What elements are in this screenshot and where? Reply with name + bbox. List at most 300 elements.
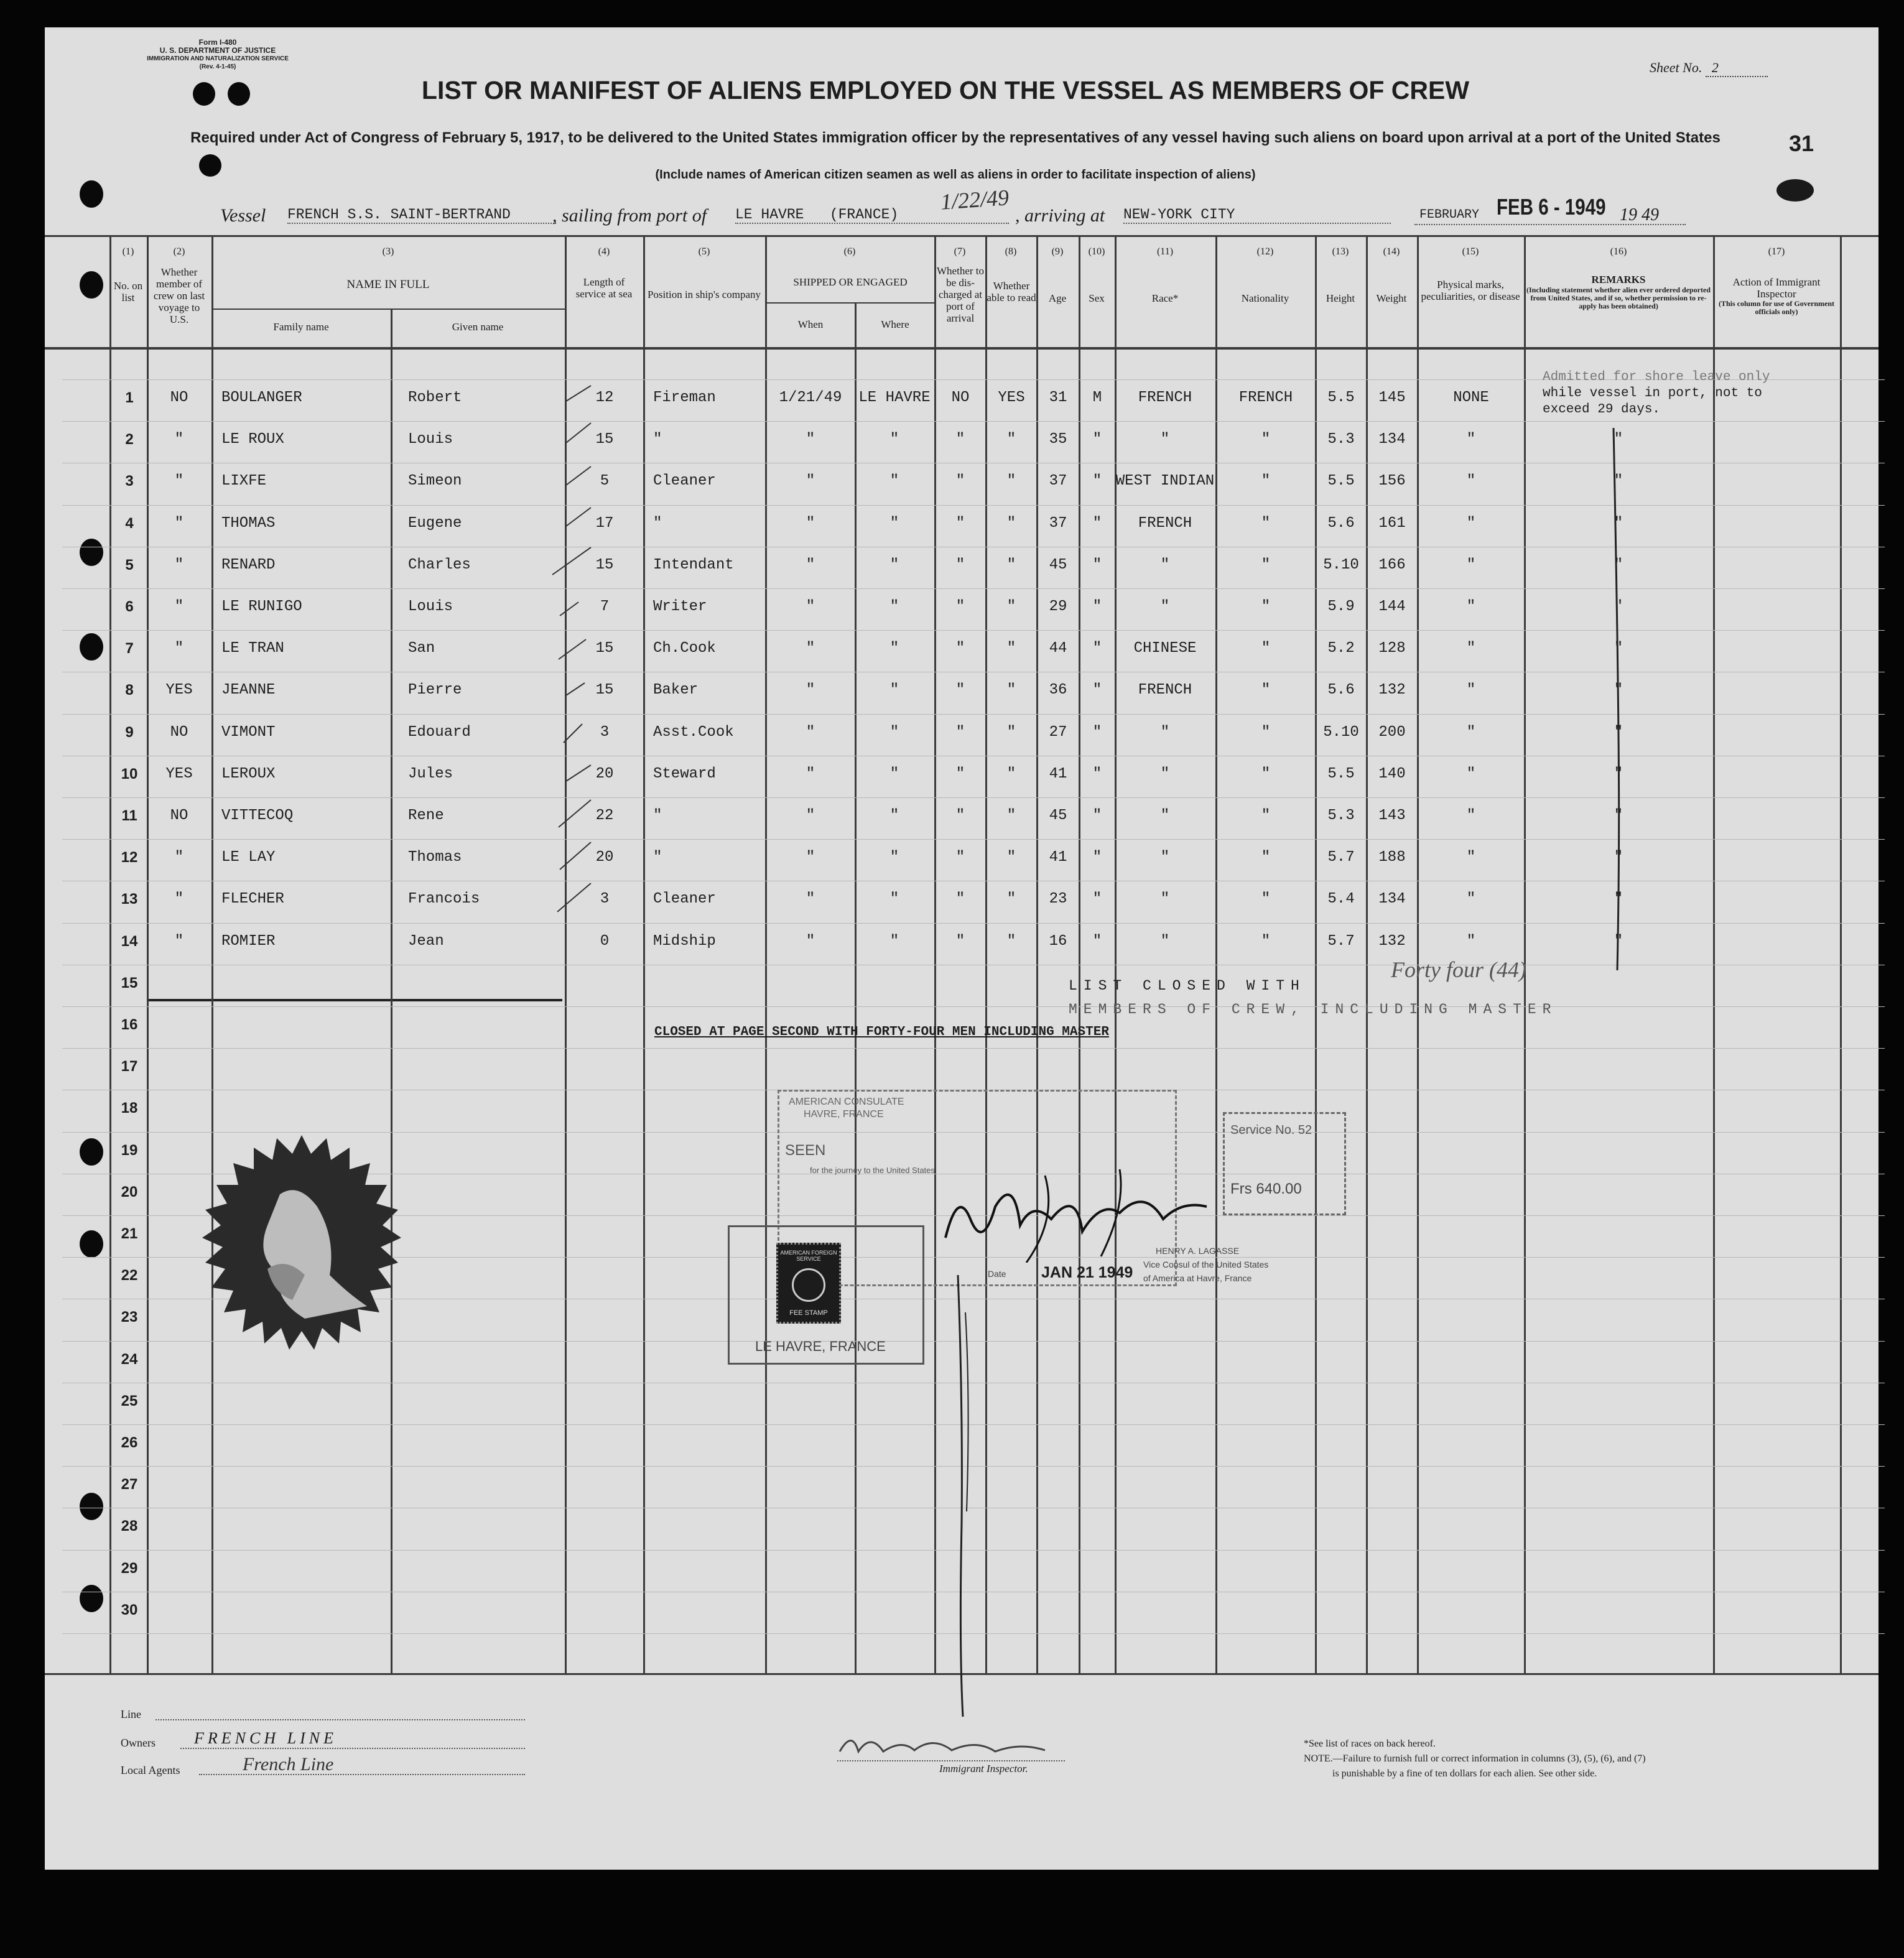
physical-marks-cell: " — [1466, 807, 1476, 824]
can-read-cell: " — [1006, 640, 1016, 657]
remarks-cell: " — [1614, 598, 1623, 615]
discharged-cell: " — [955, 682, 965, 698]
height-cell: 5.9 — [1327, 598, 1355, 615]
remark-line-3: exceed 29 days. — [1543, 402, 1661, 417]
remarks-cell: " — [1614, 724, 1623, 741]
footer-owners: FRENCH LINE — [194, 1729, 337, 1747]
stamp-date: JAN 21 1949 — [1041, 1264, 1133, 1281]
age-cell: 44 — [1049, 640, 1067, 657]
col-num: (8) — [1005, 246, 1017, 257]
table-top-border — [45, 235, 1878, 237]
row-number: 3 — [125, 473, 134, 490]
shipped-where-cell: " — [889, 431, 899, 448]
can-read-cell: " — [1006, 724, 1016, 741]
service-cell: 20 — [595, 849, 614, 866]
given-name-cell: Rene — [408, 807, 444, 824]
punch-hole — [80, 1493, 103, 1520]
nationality-cell: " — [1261, 849, 1271, 866]
nationality-cell: " — [1261, 724, 1271, 741]
height-cell: 5.2 — [1327, 640, 1355, 657]
remarks-cell: " — [1614, 682, 1623, 698]
weight-cell: 132 — [1378, 933, 1406, 950]
family-name-cell: VIMONT — [221, 724, 276, 741]
discharged-cell: " — [955, 933, 965, 950]
col-num: (17) — [1768, 246, 1785, 257]
can-read-cell: YES — [998, 389, 1025, 406]
weight-cell: 143 — [1378, 807, 1406, 824]
physical-marks-cell: " — [1466, 515, 1476, 532]
discharged-cell: " — [955, 431, 965, 448]
remarks-cell: " — [1614, 431, 1623, 448]
col-header-action-note: (This column for use of Government officials only) — [1718, 299, 1835, 316]
tick-mark — [566, 386, 591, 401]
tick-mark — [566, 423, 591, 443]
race-cell: " — [1160, 431, 1170, 448]
remarks-cell: " — [1614, 891, 1623, 907]
sex-cell: " — [1092, 640, 1102, 657]
shipped-where-cell: " — [889, 933, 899, 950]
footer-owners-label: Owners — [121, 1737, 156, 1749]
sex-cell: " — [1092, 515, 1102, 532]
previous-voyage-cell: YES — [165, 766, 193, 782]
sex-cell: " — [1092, 682, 1102, 698]
arrival-port: NEW-YORK CITY — [1123, 206, 1391, 224]
page-mark: 31 — [1789, 131, 1814, 156]
sex-cell: " — [1092, 766, 1102, 782]
given-name-cell: Edouard — [408, 724, 471, 741]
given-name-cell: Jean — [408, 933, 444, 950]
column-divider — [1315, 235, 1317, 1674]
column-divider — [109, 235, 111, 1674]
family-name-cell: RENARD — [221, 557, 276, 573]
weight-cell: 200 — [1378, 724, 1406, 741]
shipped-where-cell: " — [889, 598, 899, 615]
remarks-cell: " — [1614, 473, 1623, 490]
punch-hole — [80, 539, 103, 566]
col-num: (11) — [1156, 246, 1174, 257]
family-name-cell: JEANNE — [221, 682, 276, 698]
remarks-cell: " — [1614, 515, 1623, 532]
discharged-cell: " — [955, 515, 965, 532]
shipped-when-cell: " — [806, 849, 815, 866]
age-cell: 16 — [1049, 933, 1067, 950]
height-cell: 5.4 — [1327, 891, 1355, 907]
nationality-cell: " — [1261, 473, 1271, 490]
footer-agents: French Line — [243, 1754, 334, 1775]
shipped-when-cell: " — [806, 682, 815, 698]
row-number: 4 — [125, 515, 134, 532]
shipped-when-cell: " — [806, 640, 815, 657]
weight-cell: 156 — [1378, 473, 1406, 490]
row-number: 18 — [121, 1100, 138, 1116]
shipped-where-cell: " — [889, 849, 899, 866]
col-header-where: Where — [881, 318, 909, 330]
physical-marks-cell: " — [1466, 766, 1476, 782]
department: U. S. DEPARTMENT OF JUSTICE — [159, 46, 276, 55]
pen-stroke — [952, 1275, 977, 1723]
shipped-where-cell: " — [889, 807, 899, 824]
remarks-cell: " — [1614, 849, 1623, 866]
punch-hole — [228, 82, 250, 106]
note-failure: NOTE.—Failure to furnish full or correct information in columns (3), (5), (6), and (7) — [1304, 1753, 1646, 1764]
position-cell: Steward — [653, 766, 716, 782]
race-cell: " — [1160, 849, 1170, 866]
col-num: (7) — [954, 246, 966, 257]
position-cell: Fireman — [653, 389, 716, 406]
nationality-cell: " — [1261, 598, 1271, 615]
family-name-cell: LE RUNIGO — [221, 598, 302, 615]
shipped-when-cell: " — [806, 891, 815, 907]
position-cell: Ch.Cook — [653, 640, 716, 657]
position-cell: Cleaner — [653, 473, 716, 490]
weight-cell: 134 — [1378, 891, 1406, 907]
list-end-line — [148, 999, 562, 1001]
previous-voyage-cell: " — [174, 640, 184, 657]
row-number: 10 — [121, 766, 138, 782]
service-cell: 12 — [595, 389, 614, 406]
age-cell: 23 — [1049, 891, 1067, 907]
form-revision: (Rev. 4-1-45) — [199, 63, 236, 70]
tick-mark — [559, 800, 591, 827]
age-cell: 41 — [1049, 766, 1067, 782]
given-name-cell: Louis — [408, 431, 453, 448]
height-cell: 5.7 — [1327, 933, 1355, 950]
service-no: Service No. 52 — [1230, 1123, 1312, 1137]
shipped-when-cell: " — [806, 724, 815, 741]
physical-marks-cell: " — [1466, 724, 1476, 741]
can-read-cell: " — [1006, 891, 1016, 907]
sheet-value: 2 — [1706, 60, 1768, 77]
row-number: 22 — [121, 1267, 138, 1284]
remarks-cell: " — [1614, 933, 1623, 950]
previous-voyage-cell: " — [174, 891, 184, 907]
age-cell: 45 — [1049, 557, 1067, 573]
family-name-cell: BOULANGER — [221, 389, 302, 406]
physical-marks-cell: " — [1466, 557, 1476, 573]
race-cell: FRENCH — [1138, 389, 1192, 406]
can-read-cell: " — [1006, 598, 1016, 615]
shipped-when-cell: 1/21/49 — [779, 389, 842, 406]
col-header-given-name: Given name — [452, 321, 504, 333]
inspector-signature — [834, 1727, 1070, 1764]
sailing-label: , sailing from port of — [552, 205, 707, 226]
col-header-height: Height — [1326, 292, 1355, 304]
service-cell: 3 — [600, 724, 610, 741]
col-header-action-block — [1716, 276, 1837, 316]
arrival-month: FEBRUARY — [1419, 208, 1480, 222]
race-cell: " — [1160, 933, 1170, 950]
list-closed-label: LIST CLOSED WITH — [1069, 978, 1306, 994]
row-number: 25 — [121, 1393, 138, 1409]
shipped-where-cell: " — [889, 891, 899, 907]
given-name-cell: Pierre — [408, 682, 462, 698]
footer-notes — [1304, 1737, 1646, 1781]
height-cell: 5.10 — [1323, 557, 1359, 573]
column-divider — [147, 235, 149, 1674]
race-cell: " — [1160, 891, 1170, 907]
col-num: (6) — [843, 246, 856, 257]
col-header-race: Race* — [1151, 292, 1179, 304]
column-divider — [934, 235, 936, 1674]
shipped-where-cell: " — [889, 766, 899, 782]
footer-agents-label: Local Agents — [121, 1764, 180, 1776]
col-header-age: Age — [1048, 292, 1067, 304]
sex-cell: " — [1092, 807, 1102, 824]
physical-marks-cell: " — [1466, 933, 1476, 950]
tick-mark — [560, 602, 578, 616]
remarks-cell: " — [1614, 640, 1623, 657]
members-of-crew: MEMBERS OF CREW, INCLUDING MASTER — [1069, 1001, 1558, 1018]
sheet-label: Sheet No. — [1650, 60, 1702, 75]
can-read-cell: " — [1006, 933, 1016, 950]
consul-place: of America at Havre, France — [1143, 1273, 1252, 1283]
remark-line-1: Admitted for shore leave only — [1543, 370, 1770, 384]
embossed-seal — [187, 1132, 417, 1362]
col-header-name: NAME IN FULL — [346, 278, 430, 291]
nationality-cell: " — [1261, 557, 1271, 573]
col-header-remarks-note: (Including statement whether alien ever ordered deported from United States, and if so, whether permission to re-apply has been obtained) — [1526, 285, 1711, 310]
row-number: 30 — [121, 1602, 138, 1618]
given-name-cell: Thomas — [408, 849, 462, 866]
col-header-remarks-block — [1526, 274, 1711, 310]
service-cell: 15 — [595, 431, 614, 448]
column-divider — [855, 302, 857, 1674]
ruled-line — [62, 421, 1885, 422]
race-cell: " — [1160, 557, 1170, 573]
arrival-date-underline — [1414, 224, 1686, 225]
weight-cell: 140 — [1378, 766, 1406, 782]
sex-cell: " — [1092, 557, 1102, 573]
col-num: (4) — [598, 246, 610, 257]
fee-stamp-top: AMERICAN FOREIGN SERVICE — [780, 1250, 837, 1262]
arrival-date-stamp: FEB 6 - 1949 — [1497, 194, 1606, 220]
can-read-cell: " — [1006, 515, 1016, 532]
race-cell: " — [1160, 807, 1170, 824]
position-cell: Asst.Cook — [653, 724, 734, 741]
age-cell: 29 — [1049, 598, 1067, 615]
can-read-cell: " — [1006, 473, 1016, 490]
race-cell: WEST INDIAN — [1115, 473, 1215, 490]
race-cell: " — [1160, 724, 1170, 741]
row-number: 17 — [121, 1058, 138, 1075]
previous-voyage-cell: NO — [170, 389, 188, 406]
discharged-cell: " — [955, 598, 965, 615]
column-divider — [1079, 235, 1080, 1674]
height-cell: 5.7 — [1327, 849, 1355, 866]
shipped-header-divider — [766, 302, 934, 304]
ruled-line — [62, 1006, 1885, 1007]
family-name-cell: LIXFE — [221, 473, 267, 490]
physical-marks-cell: " — [1466, 640, 1476, 657]
punch-hole — [193, 82, 215, 106]
shipped-when-cell: " — [806, 473, 815, 490]
tick-mark — [564, 724, 582, 743]
row-number: 27 — [121, 1476, 138, 1493]
discharged-cell: " — [955, 807, 965, 824]
shipped-where-cell: " — [889, 640, 899, 657]
col-header-read: Whether able to read — [987, 280, 1036, 304]
sheet-number — [1650, 60, 1768, 77]
position-cell: Writer — [653, 598, 707, 615]
given-name-cell: Jules — [408, 766, 453, 782]
col-num: (10) — [1088, 246, 1105, 257]
can-read-cell: " — [1006, 849, 1016, 866]
row-number: 26 — [121, 1434, 138, 1451]
age-cell: 27 — [1049, 724, 1067, 741]
height-cell: 5.10 — [1323, 724, 1359, 741]
can-read-cell: " — [1006, 682, 1016, 698]
age-cell: 35 — [1049, 431, 1067, 448]
shipped-where-cell: " — [889, 682, 899, 698]
consul-title: Vice Consul of the United States — [1143, 1260, 1269, 1269]
col-num: (9) — [1051, 246, 1064, 257]
ruled-line — [62, 1048, 1885, 1049]
ink-blot — [1776, 179, 1814, 202]
form-title: LIST OR MANIFEST OF ALIENS EMPLOYED ON THE VESSEL AS MEMBERS OF CREW — [421, 76, 1470, 104]
footer-line-label: Line — [121, 1708, 141, 1720]
age-cell: 41 — [1049, 849, 1067, 866]
age-cell: 37 — [1049, 515, 1067, 532]
punch-hole — [80, 1585, 103, 1612]
race-cell: " — [1160, 598, 1170, 615]
position-cell: Baker — [653, 682, 699, 698]
service-cell: 3 — [600, 891, 610, 907]
col-header-discharged: Whether to be dis-charged at port of arrival — [937, 265, 984, 324]
position-cell: Intendant — [653, 557, 734, 573]
tick-mark — [552, 547, 591, 575]
family-name-cell: LE TRAN — [221, 640, 284, 657]
col-header-action: Action of Immigrant Inspector — [1732, 276, 1821, 300]
col-num: (3) — [382, 246, 394, 257]
race-cell: CHINESE — [1133, 640, 1197, 657]
arrival-year: 19 49 — [1620, 205, 1659, 225]
service-cell: 0 — [600, 933, 610, 950]
col-num: (2) — [173, 246, 185, 257]
nationality-cell: FRENCH — [1238, 389, 1293, 406]
position-cell: Midship — [653, 933, 716, 950]
height-cell: 5.3 — [1327, 431, 1355, 448]
punch-hole — [80, 1138, 103, 1166]
nationality-cell: " — [1261, 640, 1271, 657]
family-name-cell: THOMAS — [221, 515, 276, 532]
weight-cell: 188 — [1378, 849, 1406, 866]
col-header-nationality: Nationality — [1241, 292, 1289, 304]
family-name-cell: ROMIER — [221, 933, 276, 950]
punch-hole — [80, 1230, 103, 1258]
previous-voyage-cell: " — [174, 473, 184, 490]
column-divider — [643, 235, 645, 1674]
column-divider — [1366, 235, 1368, 1674]
height-cell: 5.3 — [1327, 807, 1355, 824]
column-divider — [1417, 235, 1419, 1674]
service-cell: 15 — [595, 682, 614, 698]
discharged-cell: " — [955, 891, 965, 907]
weight-cell: 161 — [1378, 515, 1406, 532]
sex-cell: " — [1092, 724, 1102, 741]
col-header-position: Position in ship's company — [647, 289, 761, 300]
column-divider — [765, 235, 767, 1674]
shipped-where-cell: " — [889, 724, 899, 741]
row-number: 6 — [125, 598, 134, 615]
service-cell: 15 — [595, 640, 614, 657]
given-name-cell: Robert — [408, 389, 462, 406]
column-divider — [985, 235, 987, 1674]
can-read-cell: " — [1006, 431, 1016, 448]
nationality-cell: " — [1261, 431, 1271, 448]
race-cell: " — [1160, 766, 1170, 782]
tick-mark — [559, 639, 586, 659]
nationality-cell: " — [1261, 807, 1271, 824]
discharged-cell: " — [955, 724, 965, 741]
service-name: IMMIGRATION AND NATURALIZATION SERVICE — [147, 55, 289, 62]
previous-voyage-cell: " — [174, 515, 184, 532]
previous-voyage-cell: NO — [170, 807, 188, 824]
col-header-family-name: Family name — [273, 321, 329, 333]
weight-cell: 128 — [1378, 640, 1406, 657]
form-id-block — [124, 39, 311, 71]
sail-date-handwritten: 1/22/49 — [939, 185, 1010, 215]
given-name-cell: Charles — [408, 557, 471, 573]
row-number: 29 — [121, 1560, 138, 1577]
column-divider — [1115, 235, 1117, 1674]
weight-cell: 144 — [1378, 598, 1406, 615]
fee-stamp — [776, 1243, 841, 1324]
form-id: Form I-480 — [198, 38, 237, 47]
name-header-divider — [211, 309, 566, 310]
consulate-line-1: AMERICAN CONSULATE — [789, 1097, 904, 1107]
col-num: (13) — [1332, 246, 1349, 257]
col-header-number: No. on list — [113, 280, 143, 304]
discharged-cell: " — [955, 640, 965, 657]
column-divider — [1713, 235, 1715, 1674]
weight-cell: 134 — [1378, 431, 1406, 448]
col-num: (15) — [1462, 246, 1479, 257]
row-number: 23 — [121, 1309, 138, 1325]
row-number: 7 — [125, 640, 134, 657]
previous-voyage-cell: " — [174, 557, 184, 573]
row-number: 2 — [125, 431, 134, 448]
service-cell: 5 — [600, 473, 610, 490]
physical-marks-cell: " — [1466, 598, 1476, 615]
shipped-where-cell: LE HAVRE — [858, 389, 931, 406]
row-number: 15 — [121, 975, 138, 991]
shipped-when-cell: " — [806, 515, 815, 532]
row-number: 5 — [125, 557, 134, 573]
position-cell: " — [653, 515, 662, 532]
col-num: (1) — [122, 246, 134, 257]
tick-mark — [557, 883, 591, 912]
shipped-when-cell: " — [806, 431, 815, 448]
remarks-cell: " — [1614, 807, 1623, 824]
service-cell: 15 — [595, 557, 614, 573]
age-cell: 31 — [1049, 389, 1067, 406]
sex-cell: " — [1092, 473, 1102, 490]
nationality-cell: " — [1261, 766, 1271, 782]
tick-mark — [560, 842, 591, 870]
list-closed — [1069, 978, 1306, 994]
can-read-cell: " — [1006, 807, 1016, 824]
stamp-date-label: Date — [988, 1269, 1006, 1279]
discharged-cell: " — [955, 849, 965, 866]
col-header-service: Length of service at sea — [575, 276, 633, 300]
row-number: 16 — [121, 1016, 138, 1033]
sex-cell: " — [1092, 598, 1102, 615]
arriving-label: , arriving at — [1015, 205, 1105, 226]
age-cell: 45 — [1049, 807, 1067, 824]
race-cell: FRENCH — [1138, 515, 1192, 532]
form-subtitle: Required under Act of Congress of February 5, 1917, to be delivered to the United States immigration officer by the representatives of any vessel having such aliens on board upon arrival at a port of the United States — [190, 129, 1721, 146]
previous-voyage-cell: NO — [170, 724, 188, 741]
